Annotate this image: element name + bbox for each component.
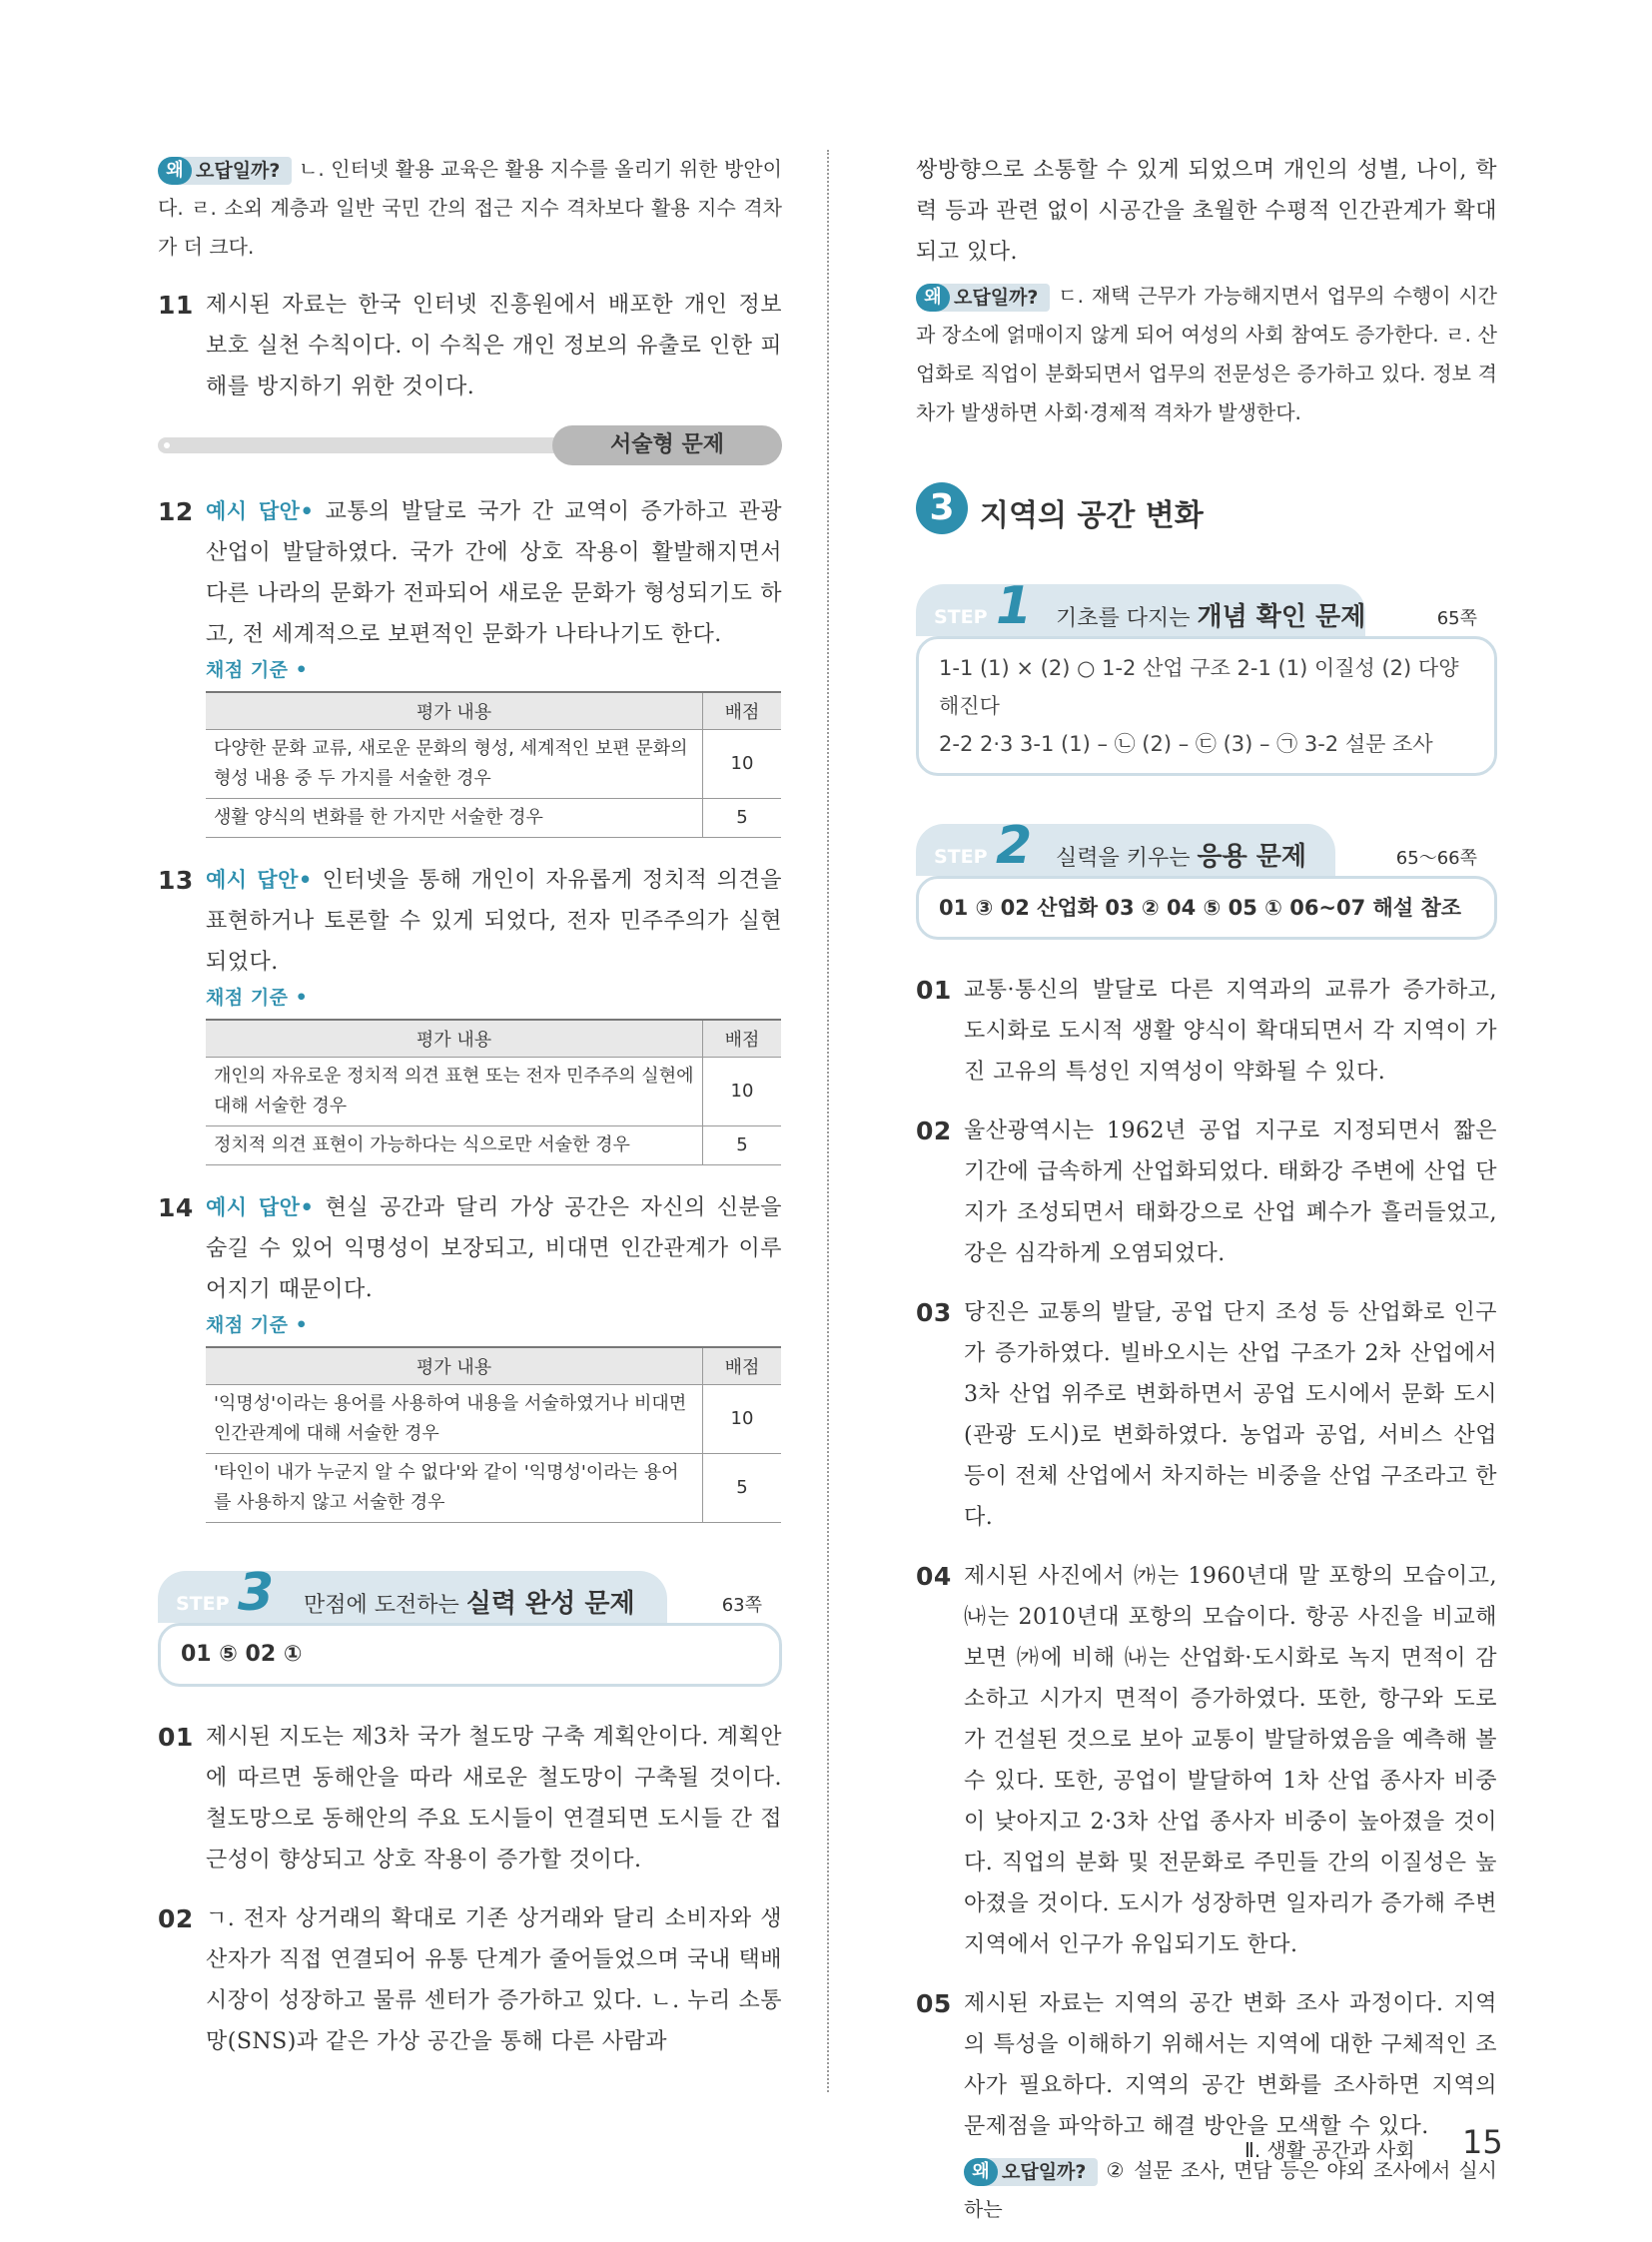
step3-question-01 — [158, 1717, 782, 1880]
section-number: 3 — [916, 482, 968, 534]
wae-note-2 — [916, 277, 1497, 432]
question-number: 02 — [916, 1117, 952, 1145]
question-number: 04 — [916, 1562, 952, 1591]
answer-text: ㄱ. 전자 상거래의 확대로 기존 상거래와 달리 소비자와 생산자가 직접 연결되어 유통 단계가 줄어들었으며 국내 택배 시장이 성장하고 물류 센터가 증가하고 있다. ㄴ. 누리 소통망(SNS)과 같은 가상 공간을 통해 다른 사람과 — [206, 1906, 782, 2054]
question-04 — [916, 1556, 1497, 1965]
wae-label: 오답일까? — [934, 284, 1050, 312]
example-label: 예시 답안 — [206, 1195, 301, 1219]
step3-question-02 — [158, 1898, 782, 2062]
step-label: STEP — [176, 1593, 230, 1615]
grading-table — [206, 1346, 781, 1523]
example-label: 예시 답안 — [206, 868, 299, 892]
table-row: 다양한 문화 교류, 새로운 문화의 형성, 세계적인 보편 문화의 형성 내용 중 두 가지를 서술한 경우 10 — [206, 730, 781, 799]
wae-note-text: ② 설문 조사, 면담 등은 야외 조사에서 실시하는 — [964, 2158, 1497, 2221]
wae-note-text: ㄷ. 재택 근무가 가능해지면서 업무의 수행이 시간과 장소에 얽매이지 않게 되어 여성의 사회 참여도 증가한다. ㄹ. 산업화로 직업이 분화되면서 업무의 전문성은 증가하고 있다. 정보 격차가 발생하면 사회·경제적 격차가 발생한다. — [916, 284, 1497, 424]
answer-text: 제시된 자료는 한국 인터넷 진흥원에서 배포한 개인 정보 보호 실천 수칙이다. 이 수칙은 개인 정보의 유출로 인한 피해를 방지하기 위한 것이다. — [206, 293, 782, 399]
step-title: 만점에 도전하는 실력 완성 문제 — [304, 1589, 635, 1619]
grading-table — [206, 691, 781, 838]
question-number: 01 — [158, 1723, 194, 1752]
table-row: 정치적 의견 표현이 가능하다는 식으로만 서술한 경우 5 — [206, 1126, 781, 1165]
continued-text: 쌍방향으로 소통할 수 있게 되었으며 개인의 성별, 나이, 학력 등과 관련 없이 시공간을 초월한 수평적 인간관계가 확대되고 있다. — [916, 158, 1497, 265]
question-number: 01 — [916, 976, 952, 1005]
wae-label: 오답일까? — [982, 2158, 1098, 2186]
step-page-ref: 63쪽 — [721, 1595, 762, 1616]
page-number: 15 — [1462, 2123, 1503, 2161]
step2-box — [916, 816, 1497, 940]
footer-section-name: Ⅱ. 생활 공간과 사회 — [1244, 2138, 1415, 2162]
question-number: 05 — [916, 1989, 952, 2018]
table-row: '타인이 내가 누군지 알 수 없다'와 같이 '익명성'이라는 용어를 사용하지 않고 서술한 경우 5 — [206, 1454, 781, 1523]
answer-text: 교통의 발달로 국가 간 교역이 증가하고 관광 산업이 발달하였다. 국가 간에 상호 작용이 활발해지면서 다른 나라의 문화가 전파되어 새로운 문화가 형성되기도 하고, 전 세계적으로 보편적인 문화가 나타나기도 한다. — [206, 499, 783, 647]
question-number: 12 — [158, 497, 194, 526]
table-header: 평가 내용 — [206, 1347, 703, 1385]
question-14: 14 예시 답안• 현실 공간과 달리 가상 공간은 자신의 신분을 숨길 수 있어 익명성이 보장되고, 비대면 인간관계가 이루어지기 때문이다. 채점 기준 • — [158, 1187, 782, 1340]
answer-text: 인터넷을 통해 개인이 자유롭게 정치적 의견을 표현하거나 토론할 수 있게 되었다, 전자 민주주의가 실현되었다. — [206, 868, 782, 975]
column-divider — [827, 150, 829, 2092]
question-12: 12 예시 답안• 교통의 발달로 국가 간 교역이 증가하고 관광 산업이 발달하였다. 국가 간에 상호 작용이 활발해지면서 다른 나라의 문화가 전파되어 새로운 문화가 형성되기도 하고, 전 세계적으로 보편적인 문화가 나타나기도 한다. 채점 기준 • — [158, 491, 782, 685]
wae-note-1 — [158, 150, 782, 267]
answer-text: 울산광역시는 1962년 공업 지구로 지정되면서 짧은 기간에 급속하게 산업화되었다. 태화강 주변에 산업 단지가 조성되면서 태화강으로 산업 폐수가 흘러들었고, 강은 심각하게 오염되었다. — [964, 1119, 1497, 1266]
step-label: STEP — [934, 606, 988, 628]
example-label: 예시 답안 — [206, 499, 301, 523]
question-02 — [916, 1111, 1497, 1274]
answer-text: 당진은 교통의 발달, 공업 단지 조성 등 산업화로 인구가 증가하였다. 빌바오시는 산업 구조가 2차 산업에서 3차 산업 위주로 변화하면서 공업 도시에서 문화 도시(관광 도시)로 변화하였다. 농업과 공업, 서비스 산업 등이 전체 산업에서 차지하는 비중을 산업 구조라고 한다. — [964, 1300, 1497, 1530]
wae-note-text: ㄴ. 인터넷 활용 교육은 활용 지수를 올리기 위한 방안이다. ㄹ. 소외 계층과 일반 국민 간의 접근 지수 격차보다 활용 지수 격차가 더 크다. — [158, 157, 782, 259]
answer-text: 제시된 자료는 지역의 공간 변화 조사 과정이다. 지역의 특성을 이해하기 위해서는 지역에 대한 구체적인 조사가 필요하다. 지역의 공간 변화를 조사하면 지역의 문제점을 파악하고 해결 방안을 모색할 수 있다. — [964, 1991, 1497, 2139]
criteria-label: 채점 기준 • — [206, 987, 309, 1009]
table-row: 생활 양식의 변화를 한 가지만 서술한 경우 5 — [206, 799, 781, 838]
answer-text: 교통·통신의 발달로 다른 지역과의 교류가 증가하고, 도시화로 도시적 생활 양식이 확대되면서 각 지역이 가진 고유의 특성인 지역성이 약화될 수 있다. — [964, 978, 1497, 1085]
step-number: 1 — [996, 576, 1033, 636]
criteria-label: 채점 기준 • — [206, 659, 309, 681]
step-number: 2 — [996, 816, 1033, 876]
right-column — [916, 150, 1497, 2229]
answer-text: 제시된 사진에서 ㈎는 1960년대 말 포항의 모습이고, ㈏는 2010년대 포항의 모습이다. 항공 사진을 비교해 보면 ㈎에 비해 ㈏는 산업화·도시화로 녹지 면적이 감소하고 시가지 면적이 증가하였다. 또한, 항구와 도로가 건설된 것으로 보아 교통이 발달하였음을 예측해 볼 수 있다. 또한, 공업이 발달하여 1차 산업 종사자 비중이 낮아지고 2·3차 산업 종사자 비중이 높아졌을 것이다. 직업의 분화 및 전문화로 주민들 간의 이질성은 높아졌을 것이다. 도시가 성장하면 일자리가 증가해 주변 지역에서 인구가 유입되기도 한다. — [964, 1564, 1497, 1957]
question-number: 14 — [158, 1193, 194, 1222]
question-number: 13 — [158, 866, 194, 895]
step-label: STEP — [934, 846, 988, 868]
wae-badge: 왜 — [158, 157, 192, 185]
step-answers: 01 ③ 02 산업화 03 ② 04 ⑤ 05 ① 06~07 해설 참조 — [916, 876, 1497, 940]
section-heading — [916, 482, 1497, 542]
section-bar — [158, 425, 782, 465]
wae-badge: 왜 — [916, 284, 950, 312]
question-03 — [916, 1292, 1497, 1538]
step-answers: 01 ⑤ 02 ① — [158, 1623, 782, 1687]
step-title: 기초를 다지는 개념 확인 문제 — [1056, 602, 1366, 632]
grading-table — [206, 1019, 781, 1165]
question-05 — [916, 1983, 1497, 2147]
step-title: 실력을 키우는 응용 문제 — [1056, 842, 1307, 872]
wae-label: 오답일까? — [176, 157, 292, 185]
table-row: 개인의 자유로운 정치적 의견 표현 또는 전자 민주주의 실현에 대해 서술한 경우 10 — [206, 1058, 781, 1126]
table-row: '익명성'이라는 용어를 사용하여 내용을 서술하였거나 비대면 인간관계에 대해 서술한 경우 10 — [206, 1385, 781, 1454]
table-header: 배점 — [703, 1347, 782, 1385]
step-page-ref: 65쪽 — [1436, 608, 1477, 629]
table-header: 배점 — [703, 1020, 782, 1058]
step-answers: 1-1 (1) × (2) ○ 1-2 산업 구조 2-1 (1) 이질성 (2) 다양해진다 2-2 2·3 3-1 (1) – ㉡ (2) – ㉢ (3) – ㉠ 3-2 설문 조사 — [916, 636, 1497, 776]
question-number: 02 — [158, 1904, 194, 1933]
section-bar-label: 서술형 문제 — [552, 425, 782, 465]
criteria-label: 채점 기준 • — [206, 1314, 309, 1336]
left-column — [158, 150, 782, 2080]
step-page-ref: 65～66쪽 — [1395, 848, 1477, 869]
table-header: 배점 — [703, 692, 782, 730]
question-number: 11 — [158, 291, 194, 320]
table-header: 평가 내용 — [206, 692, 703, 730]
question-number: 03 — [916, 1298, 952, 1327]
answer-text: 현실 공간과 달리 가상 공간은 자신의 신분을 숨길 수 있어 익명성이 보장되고, 비대면 인간관계가 이루어지기 때문이다. — [206, 1195, 783, 1302]
question-13: 13 예시 답안• 인터넷을 통해 개인이 자유롭게 정치적 의견을 표현하거나 토론할 수 있게 되었다, 전자 민주주의가 실현되었다. 채점 기준 • — [158, 860, 782, 1013]
question-11 — [158, 285, 782, 407]
table-header: 평가 내용 — [206, 1020, 703, 1058]
question-01 — [916, 970, 1497, 1093]
step3-box — [158, 1563, 782, 1687]
step1-box — [916, 576, 1497, 776]
answer-text: 제시된 지도는 제3차 국가 철도망 구축 계획안이다. 계획안에 따르면 동해안을 따라 새로운 철도망이 구축될 것이다. 철도망으로 동해안의 주요 도시들이 연결되면 도시들 간 접근성이 향상되고 상호 작용이 증가할 것이다. — [206, 1725, 782, 1872]
section-title: 지역의 공간 변화 — [980, 498, 1204, 533]
wae-badge: 왜 — [964, 2158, 998, 2186]
step-number: 3 — [238, 1563, 275, 1623]
